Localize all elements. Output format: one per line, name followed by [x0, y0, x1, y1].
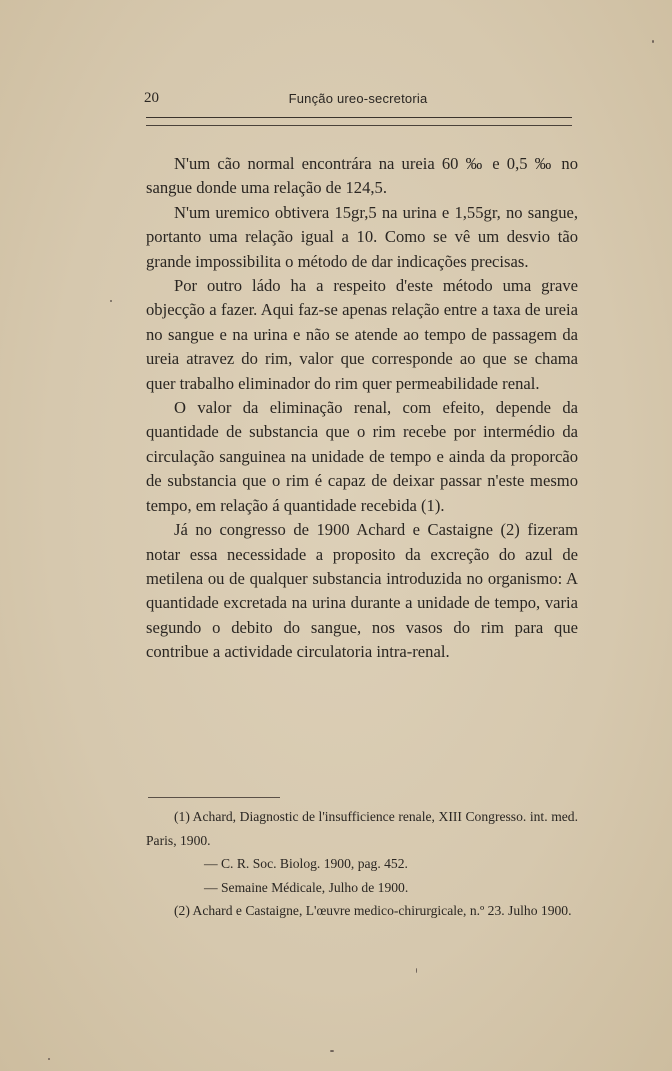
footnotes	[146, 805, 578, 923]
paragraph: N'um cão normal encontrára na ureia 60 ‰ e 0,5 ‰ no sangue donde uma relação de 124,5.	[146, 154, 578, 198]
paragraph: N'um uremico obtivera 15gr,5 na urina e 1,55gr, no sangue, portanto uma relação igual a 10. Como se vê um desvio tão grande impossibilita o método de dar indicações precisas.	[146, 202, 578, 271]
paper-speck	[110, 300, 112, 302]
paper-speck	[652, 40, 654, 43]
footnote-rule	[148, 797, 280, 798]
footnote: — Semaine Médicale, Julho de 1900.	[204, 879, 409, 895]
running-title: Função ureo-secretoria	[288, 91, 428, 106]
footnote: (1) Achard, Diagnostic de l'insufficience renale, XIII Congresso. int. med. Paris, 1900.	[146, 809, 578, 848]
paragraph: Já no congresso de 1900 Achard e Castaigne (2) fizeram notar essa necessidade a proposito da excreção do azul de metilena ou de qualquer substancia introduzida no organismo: A quantidade excretada na urina durante a unidade de tempo, varia segundo o debito do sangue, nos vasos do rim para que contribue a actividade circulatoria intra-renal.	[146, 520, 578, 662]
page-number: 20	[144, 90, 159, 106]
paragraph: Por outro ládo ha a respeito d'este método uma grave objecção a fazer. Aqui faz-se apenas relação entre a taxa de ureia no sangue e na urina e não se atende ao tempo de passagem da ureia atravez do rim, valor que corresponde ao que se chama quer trabalho eliminador do rim quer permeabilidade renal.	[146, 276, 578, 393]
footnote: — C. R. Soc. Biolog. 1900, pag. 452.	[204, 856, 408, 871]
paper-speck	[416, 968, 417, 973]
header-rule-top	[146, 117, 572, 118]
header-rule-bottom	[146, 125, 572, 126]
paper-speck	[330, 1050, 334, 1052]
paper-speck	[48, 1058, 50, 1060]
footnote: (2) Achard e Castaigne, L'œuvre medico-chirurgicale, n.º 23. Julho 1900.	[174, 903, 572, 918]
paragraph: O valor da eliminação renal, com efeito, depende da quantidade de substancia que o rim recebe por intermédio da circulação sanguinea na unidade de tempo e ainda da proporcão de substancia que o rim é capaz de deixar passar n'este mesmo tempo, em relação á quantidade recebida (1).	[146, 398, 578, 515]
page-header	[140, 90, 576, 110]
body-text	[146, 152, 578, 665]
